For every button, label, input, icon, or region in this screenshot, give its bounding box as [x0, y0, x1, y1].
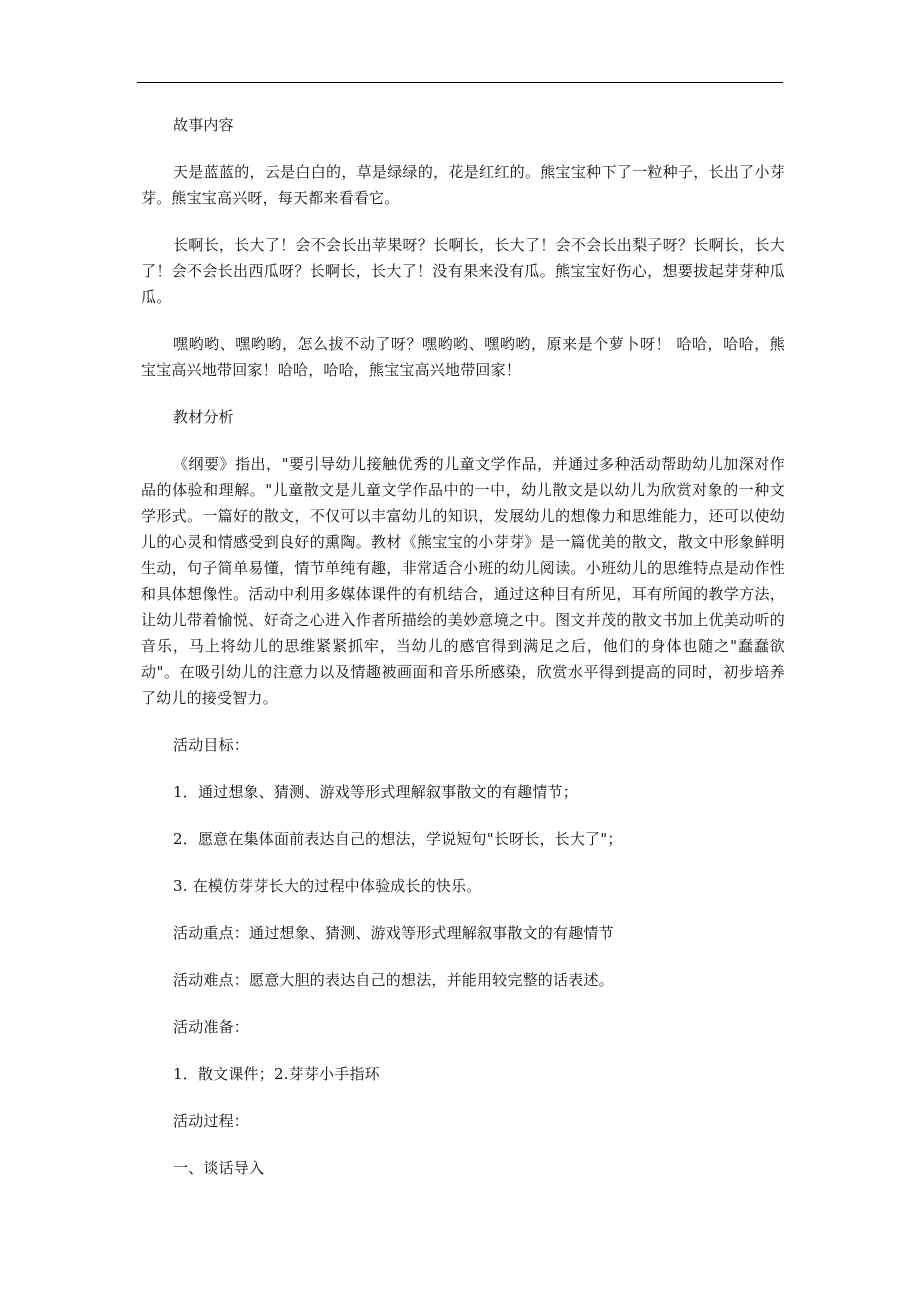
- section-heading-preparation: 活动准备：: [173, 1018, 250, 1036]
- goal-item-1: 1．通过想象、猜测、游戏等形式理解叙事散文的有趣情节；: [173, 783, 578, 801]
- header-rule: [137, 82, 783, 83]
- activity-key-point: 活动重点：通过想象、猜测、游戏等形式理解叙事散文的有趣情节: [173, 924, 614, 942]
- process-step-1: 一、谈话导入: [173, 1159, 265, 1177]
- goal-item-2: 2．愿意在集体面前表达自己的想法，学说短句"长呀长，长大了"；: [173, 830, 623, 848]
- activity-difficulty: 活动难点：愿意大胆的表达自己的想法，并能用较完整的话表述。: [173, 971, 614, 989]
- preparation-items: 1．散文课件；2.芽芽小手指环: [173, 1065, 380, 1083]
- analysis-paragraph: 《纲要》指出，"要引导幼儿接触优秀的儿童文学作品，并通过多种活动帮助幼儿加深对作品的体验和理解。"儿童散文是儿童文学作品中的一中，幼儿散文是以幼儿为欣赏对象的一种文学形式。一篇好的散文，不仅可以丰富幼儿的知识，发展幼儿的想像力和思维能力，还可以使幼儿的心灵和情感受到良好的熏陶。教材《熊宝宝的小芽芽》是一篇优美的散文，散文中形象鲜明生动，句子简单易懂，情节单纯有趣，非常适合小班的幼儿阅读。小班幼儿的思维特点是动作性和具体想像性。活动中利用多媒体课件的有机结合，通过这种目有所见，耳有所闻的教学方法，让幼儿带着愉悦、好奇之心进入作者所描绘的美妙意境之中。图文并茂的散文书加上优美动听的音乐，马上将幼儿的思维紧紧抓牢，当幼儿的感官得到满足之后，他们的身体也随之"蠢蠢欲动"。在吸引幼儿的注意力以及情趣被画面和音乐所感染，欣赏水平得到提高的同时，初步培养了幼儿的接受智力。: [141, 455, 785, 707]
- story-paragraph-3: 嘿哟哟、嘿哟哟，怎么拔不动了呀？嘿哟哟、嘿哟哟，原来是个萝卜呀！ 哈哈，哈哈，熊宝宝高兴地带回家！哈哈，哈哈，熊宝宝高兴地带回家！: [141, 335, 785, 379]
- section-heading-analysis: 教材分析: [173, 408, 234, 426]
- story-paragraph-1: 天是蓝蓝的，云是白白的，草是绿绿的，花是红红的。熊宝宝种下了一粒种子，长出了小芽芽。熊宝宝高兴呀，每天都来看看它。: [141, 163, 785, 207]
- section-heading-goals: 活动目标：: [173, 736, 250, 754]
- story-paragraph-2: 长啊长，长大了！会不会长出苹果呀？长啊长，长大了！会不会长出梨子呀？长啊长，长大了！会不会长出西瓜呀？长啊长，长大了！没有果来没有瓜。熊宝宝好伤心，想要拔起芽芽种瓜瓜。: [141, 236, 785, 306]
- section-heading-story: 故事内容: [173, 116, 234, 134]
- section-heading-process: 活动过程：: [173, 1112, 250, 1130]
- goal-item-3: 3. 在模仿芽芽长大的过程中体验成长的快乐。: [173, 877, 482, 895]
- document-body: [141, 112, 785, 1202]
